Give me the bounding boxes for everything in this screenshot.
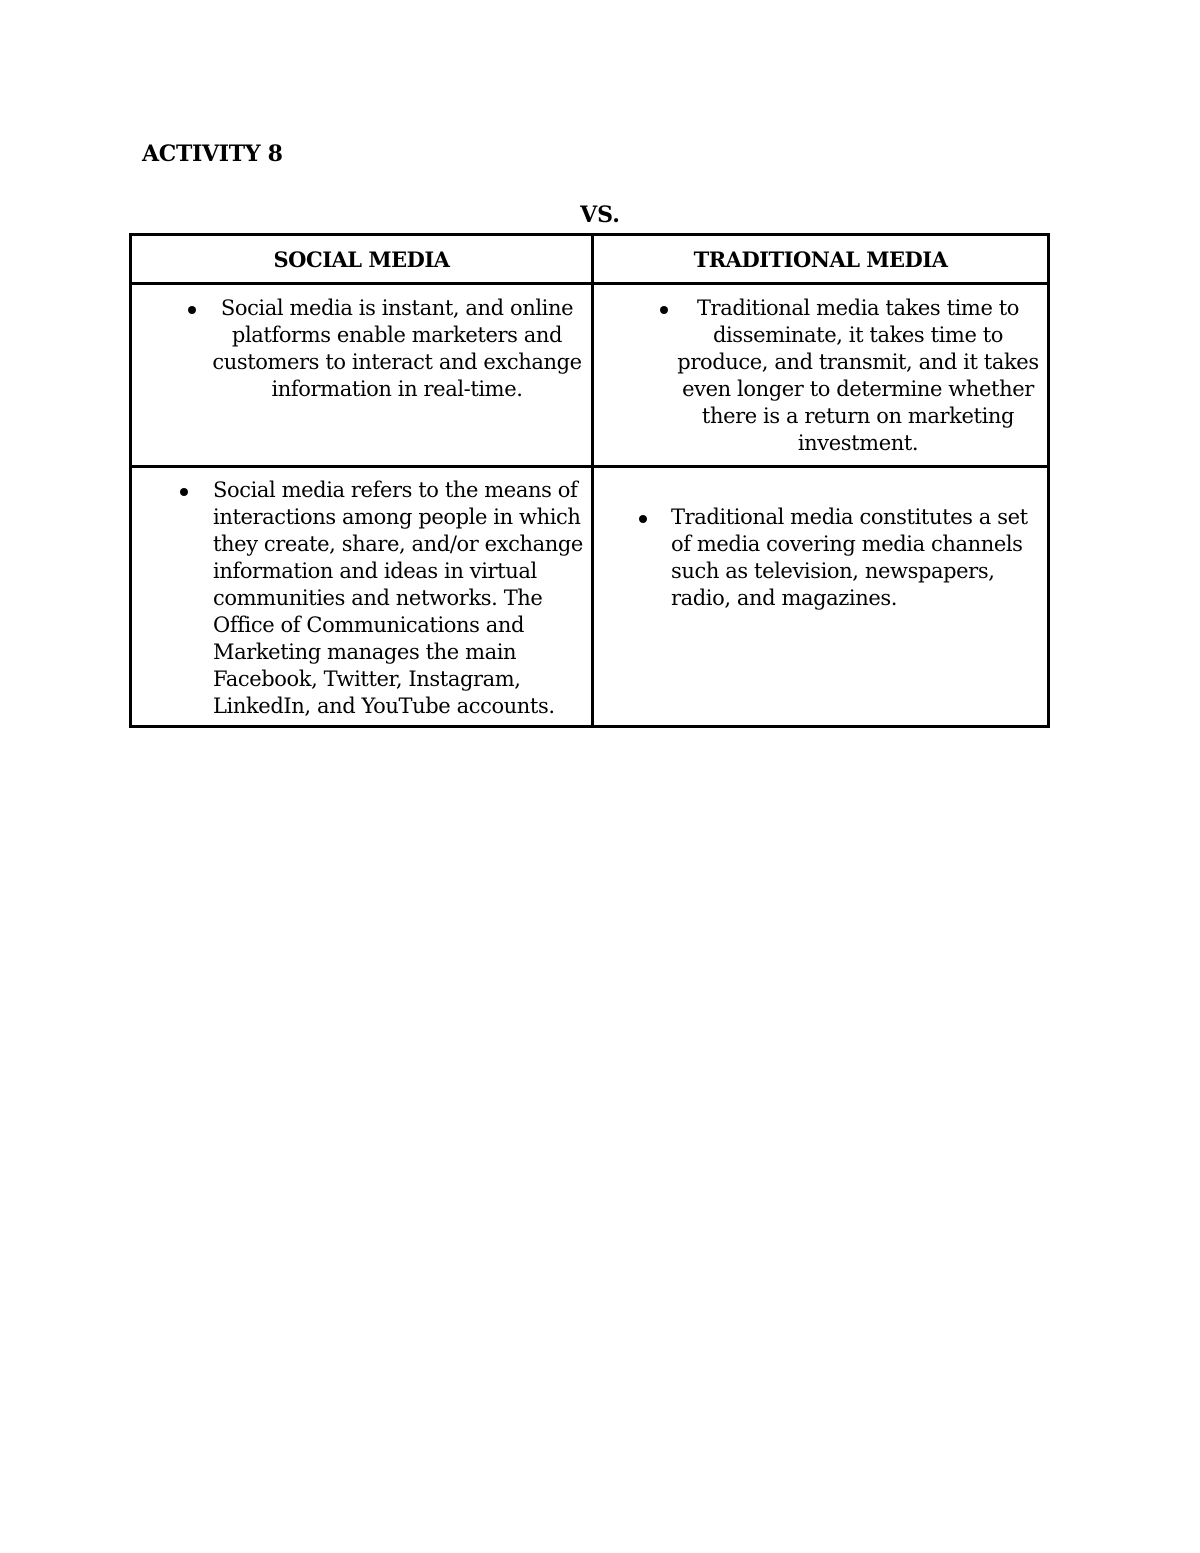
bullet-icon — [660, 306, 668, 314]
cell-text: Traditional media takes time to disseminate, it takes time to produce, and transmit, and it takes even longer to determine whether there is a return on marketing investment. — [677, 296, 1039, 455]
cell-text: Social media is instant, and online platforms enable marketers and customers to interact and exchange information in real-time. — [212, 296, 582, 401]
header-social-media: SOCIAL MEDIA — [273, 246, 450, 272]
bullet-icon — [180, 488, 188, 496]
row-divider — [132, 282, 1047, 285]
comparison-table — [129, 233, 1050, 728]
page-title: ACTIVITY 8 — [142, 141, 283, 167]
cell-text: Social media refers to the means of interactions among people in which they create, share, and/or exchange information and ideas in virtual communities and networks. The Office of Communications and Marketing manages the main Facebook, Twitter, Instagram, LinkedIn, and YouTube accounts. — [213, 478, 583, 718]
bullet-icon — [639, 515, 647, 523]
column-divider — [591, 236, 594, 725]
cell-text: Traditional media constitutes a set of media covering media channels such as television, newspapers, radio, and magazines. — [671, 505, 1028, 610]
header-traditional-media: TRADITIONAL MEDIA — [693, 246, 948, 272]
bullet-icon — [188, 306, 196, 314]
vs-heading: VS. — [580, 202, 620, 228]
row-divider — [132, 465, 1047, 468]
